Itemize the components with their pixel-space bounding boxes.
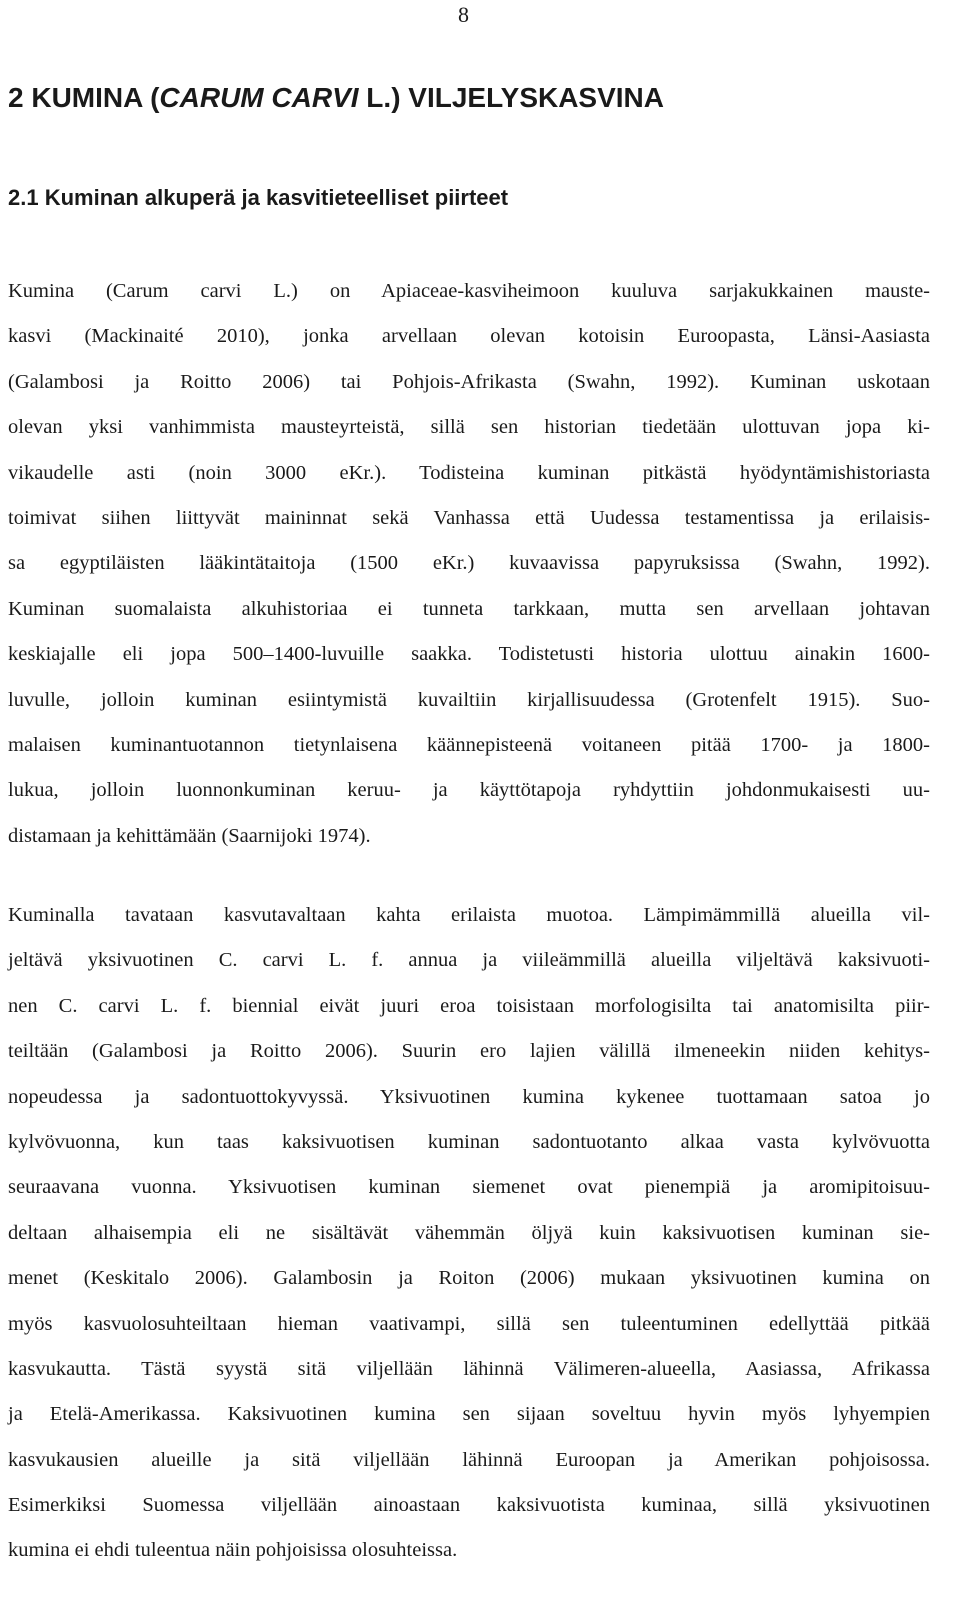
text-line: jeltävä yksivuotinen C. carvi L. f. annua ja viileämmillä alueilla viljeltävä kaksivuoti- bbox=[8, 949, 930, 972]
text-line: kasvi (Mackinaité 2010), jonka arvellaan olevan kotoisin Euroopasta, Länsi-Aasiasta bbox=[8, 325, 930, 348]
text-line: toimivat siihen liittyvät maininnat sekä Vanhassa että Uudessa testamentissa ja erilaisis- bbox=[8, 506, 930, 529]
text-line: nopeudessa ja sadontuottokyvyssä. Yksivuotinen kumina kykenee tuottamaan satoa jo bbox=[8, 1085, 930, 1108]
text-line: Esimerkiksi Suomessa viljellään ainoastaan kaksivuotista kuminaa, sillä yksivuotinen bbox=[8, 1494, 930, 1517]
text-line: Kumina (Carum carvi L.) on Apiaceae-kasviheimoon kuuluva sarjakukkainen mauste- bbox=[8, 280, 930, 302]
paragraph-origin bbox=[8, 269, 930, 859]
text-line: keskiajalle eli jopa 500–1400-luvuille saakka. Todistetusti historia ulottuu ainakin 1600- bbox=[8, 643, 930, 666]
text-line: seuraavana vuonna. Yksivuotisen kuminan siemenet ovat pienempiä ja aromipitoisuu- bbox=[8, 1176, 930, 1199]
text-line: lukua, jolloin luonnonkuminan keruu- ja käyttötapoja ryhdyttiin johdonmukaisesti uu- bbox=[8, 779, 930, 802]
chapter-title-pre: KUMINA ( bbox=[31, 82, 160, 113]
text-line: sa egyptiläisten lääkintätaitoja (1500 eKr.) kuvaavissa papyruksissa (Swahn, 1992). bbox=[8, 552, 930, 575]
paragraph-forms bbox=[8, 893, 930, 1574]
chapter-title-italic: CARUM CARVI bbox=[159, 82, 359, 113]
chapter-heading bbox=[8, 82, 664, 114]
text-line: ja Etelä-Amerikassa. Kaksivuotinen kumina sen sijaan soveltuu hyvin myös lyhyempien bbox=[8, 1403, 930, 1426]
chapter-title-post: L.) VILJELYSKASVINA bbox=[358, 82, 665, 113]
text-line: kasvukausien alueille ja sitä viljellään lähinnä Euroopan ja Amerikan pohjoisossa. bbox=[8, 1448, 930, 1471]
text-line: kasvukautta. Tästä syystä sitä viljellään lähinnä Välimeren-alueella, Aasiassa, Afrikassa bbox=[8, 1357, 930, 1380]
text-line: kylvövuonna, kun taas kaksivuotisen kuminan sadontuotanto alkaa vasta kylvövuotta bbox=[8, 1130, 930, 1153]
text-line: deltaan alhaisempia eli ne sisältävät vähemmän öljyä kuin kaksivuotisen kuminan sie- bbox=[8, 1221, 930, 1244]
text-line: (Galambosi ja Roitto 2006) tai Pohjois-Afrikasta (Swahn, 1992). Kuminan uskotaan bbox=[8, 370, 930, 393]
text-line: kumina ei ehdi tuleentua näin pohjoisissa olosuhteissa. bbox=[8, 1539, 458, 1562]
text-line: nen C. carvi L. f. biennial eivät juuri eroa toisistaan morfologisilta tai anatomisilta piir- bbox=[8, 994, 930, 1017]
text-line: luvulle, jolloin kuminan esiintymistä kuvailtiin kirjallisuudessa (Grotenfelt 1915). Suo- bbox=[8, 688, 930, 711]
text-line: Kuminalla tavataan kasvutavaltaan kahta erilaista muotoa. Lämpimämmillä alueilla vil- bbox=[8, 904, 930, 926]
text-line: myös kasvuolosuhteiltaan hieman vaativampi, sillä sen tuleentuminen edellyttää pitkää bbox=[8, 1312, 930, 1335]
text-line: olevan yksi vanhimmista mausteyrteistä, sillä sen historian tiedetään ulottuvan jopa ki- bbox=[8, 416, 930, 439]
page-number: 8 bbox=[458, 2, 469, 27]
text-line: distamaan ja kehittämään (Saarnijoki 1974). bbox=[8, 824, 371, 847]
text-line: menet (Keskitalo 2006). Galambosin ja Roiton (2006) mukaan yksivuotinen kumina on bbox=[8, 1267, 930, 1290]
text-line: vikaudelle asti (noin 3000 eKr.). Todisteina kuminan pitkästä hyödyntämishistoriasta bbox=[8, 461, 930, 484]
chapter-number: 2 bbox=[8, 82, 24, 113]
text-line: Kuminan suomalaista alkuhistoriaa ei tunneta tarkkaan, mutta sen arvellaan johtavan bbox=[8, 597, 930, 620]
section-heading: 2.1 Kuminan alkuperä ja kasvitieteelliset piirteet bbox=[8, 185, 509, 210]
text-line: malaisen kuminantuotannon tietynlaisena käännepisteenä voitaneen pitää 1700- ja 1800- bbox=[8, 733, 930, 756]
text-line: teiltään (Galambosi ja Roitto 2006). Suurin ero lajien välillä ilmeneekin niiden kehitys- bbox=[8, 1040, 930, 1063]
